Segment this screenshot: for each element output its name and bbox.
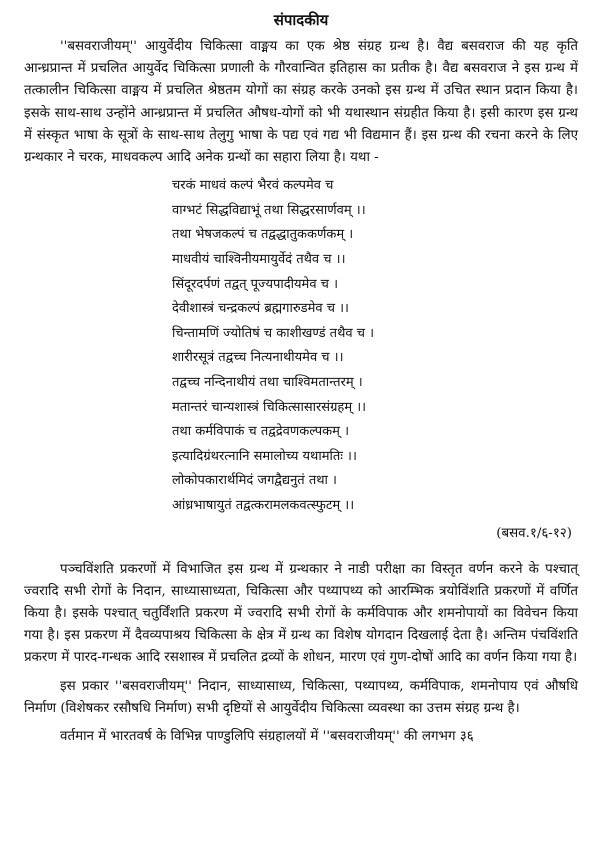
summary-paragraph: इस प्रकार ''बसवराजीयम्'' निदान, साध्यासाध्य, चिकित्सा, पथ्यापथ्य, कर्मविपाक, शमनोपाय एवं औषधि निर्माण (विशेषकर रसौषधि निर्माण) सभी दृष्टियों से आयुर्वेदीय चिकित्सा व्यवस्था का उत्तम संग्रह ग्रन्थ है।: [24, 678, 578, 716]
verse-line: सिंदूरदर्पणं तद्वत् पूज्यपादीयमेव च ।: [172, 276, 338, 292]
verse-line: आंध्रभाषायुतं तद्वत्करामलकवत्स्फुटम् ।।: [172, 497, 355, 513]
page-title: संपादकीय: [273, 11, 329, 29]
verse-line: देवीशास्त्रं चन्द्रकल्पं ब्रह्मगारुडमेव च ।।: [172, 301, 349, 317]
intro-paragraph: ''बसवराजीयम्'' आयुर्वेदीय चिकित्सा वाङ्मय का एक श्रेष्ठ संग्रह ग्रन्थ है। वैद्य बसवराज की यह कृति आन्ध्रप्रान्त में प्रचलित आयुर्वेद चिकित्सा प्रणाली के गौरवान्वित इतिहास का प्रतीक है। वैद्य बसवराज ने इस ग्रन्थ में तत्कालीन चिकित्सा वाङ्मय में प्रचलित श्रेष्ठतम योगों का संग्रह करके उनको इस ग्रन्थ में उचित स्थान प्रदान किया है। इसके साथ-साथ उन्होंने आन्ध्रप्रान्त में प्रचलित औषध-योगों को भी यथास्थान संग्रहीत किया है। इसी कारण इस ग्रन्थ में संस्कृत भाषा के सूत्रों के साथ-साथ तेलुगु भाषा के पद्य एवं गद्य भी विद्यमान हैं। इस ग्रन्थ की रचना करने के लिए ग्रन्थकार ने चरक, माधवकल्प आदि अनेक ग्रन्थों का सहारा लिया है। यथा -: [24, 39, 578, 166]
sanskrit-verses: [172, 174, 578, 518]
verse-line: मतान्तरं चान्यशास्त्रं चिकित्सासारसंग्रहम् ।।: [172, 399, 367, 415]
verse-line: तद्वच्च नन्दिनाथीयं तथा चाश्विमतान्तरम् ।: [172, 374, 363, 390]
verse-line: लोकोपकारार्थमिदं जगद्वैद्यनुतं तथा ।: [172, 473, 337, 489]
verse-line: माधवीयं चाश्विनीयमायुर्वेदं तथैव च ।।: [172, 252, 346, 267]
verse-line: चिन्तामणिं ज्योतिषं च काशीखण्डं तथैव च ।: [172, 325, 375, 341]
verse-line: तथा कर्मविपाकं च तद्वद्रेवणकल्पकम् ।: [172, 424, 350, 440]
verse-line: चरकं माधवं कल्पं भैरवं कल्पमेव च: [172, 178, 334, 194]
verse-line: इत्यादिग्रंथरत्नानि समालोच्य यथामतिः ।।: [172, 448, 357, 464]
verse-line: वाग्भटं सिद्धविद्याभूं तथा सिद्धरसार्णवम् ।।: [172, 202, 366, 218]
verse-line: शारीरसूत्रं तद्वच्च नित्यनाथीयमेव च ।।: [172, 350, 344, 366]
verse-reference: (बसव.१/६-१२): [496, 525, 572, 541]
verse-line: तथा भेषजकल्पं च तद्वद्धातुककर्णकम् ।: [172, 227, 354, 243]
chapters-paragraph: पञ्चविंशति प्रकरणों में विभाजित इस ग्रन्थ में ग्रन्थकार ने नाडी परीक्षा का विस्तृत वर्णन करने के पश्चात् ज्वरादि सभी रोगों के निदान, साध्यासाध्यता, चिकित्सा और पथ्यापथ्य को आरम्भिक त्रयोविंशति प्रकरणों में वर्णित किया है। इसके पश्चात् चतुर्विंशति प्रकरण में ज्वरादि सभी रोगों के कर्मविपाक और शमनोपायों का विवेचन किया गया है। इस प्रकरण में दैवव्यपाश्रय चिकित्सा के क्षेत्र में ग्रन्थ का विशेष योगदान दिखलाई देता है। अन्तिम पंचविंशति प्रकरण में पारद-गन्धक आदि रसशास्त्र में प्रचलित द्रव्यों के शोधन, मारण एवं गुण-दोषों आदि का वर्णन किया गया है।: [24, 561, 578, 666]
manuscripts-paragraph: वर्तमान में भारतवर्ष के विभिन्न पाण्डुलिपि संग्रहालयों में ''बसवराजीयम्'' की लगभग ३६: [60, 728, 474, 744]
